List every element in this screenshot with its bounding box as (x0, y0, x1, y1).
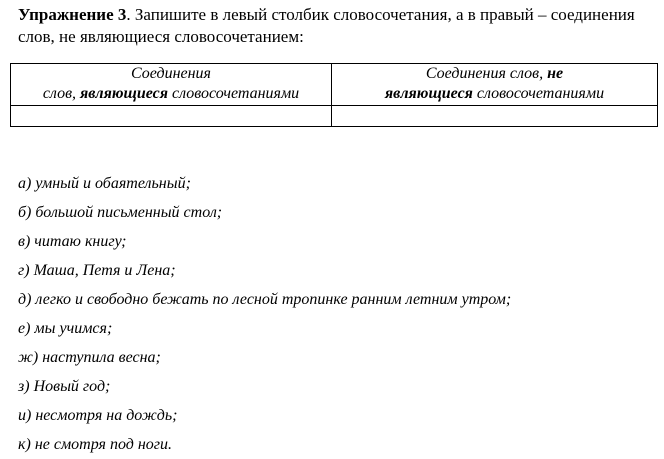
left-header-line2 (13, 84, 329, 104)
left-header-line1: Соединения (131, 65, 211, 82)
list-item: ж) наступила весна; (18, 349, 161, 366)
left-header-bold: являющиеся (80, 85, 169, 102)
list-item: д) легко и свободно бежать по лесной тропинке ранним летним утром; (18, 291, 512, 308)
list-item: к) не смотря под ноги. (18, 436, 173, 453)
answer-table (10, 63, 658, 127)
exercise-instruction (18, 4, 658, 48)
left-column-header (11, 64, 332, 106)
right-header-post: словосочетаниями (472, 85, 605, 102)
list-item: и) несмотря на дождь; (18, 407, 178, 424)
right-header-pre: Соединения слов, (425, 65, 548, 82)
exercise-number: Упражнение 3 (18, 5, 127, 24)
left-header-post: словосочетаниями (168, 85, 300, 102)
right-column-header (332, 64, 658, 106)
list-item: а) умный и обаятельный; (18, 175, 191, 192)
table-header-row (11, 64, 658, 106)
right-header-line2 (334, 84, 655, 104)
exercise-text: . Запишите в левый столбик словосочетания, а в правый – соединения слов, не являющиеся словосочетанием: (18, 5, 635, 46)
left-header-pre: слов, (42, 85, 81, 102)
list-item: з) Новый год; (18, 378, 111, 395)
list-item: б) большой письменный стол; (18, 204, 223, 221)
right-header-bold: являющиеся (384, 85, 473, 102)
list-item: е) мы учимся; (18, 320, 113, 337)
left-answer-cell[interactable] (11, 106, 332, 127)
table-row (11, 106, 658, 127)
list-item: г) Маша, Петя и Лена; (18, 262, 176, 279)
right-answer-cell[interactable] (332, 106, 658, 127)
phrase-list (18, 169, 511, 459)
right-header-bold-not: не (547, 65, 564, 82)
right-header-line1 (334, 64, 655, 84)
list-item: в) читаю книгу; (18, 233, 127, 250)
